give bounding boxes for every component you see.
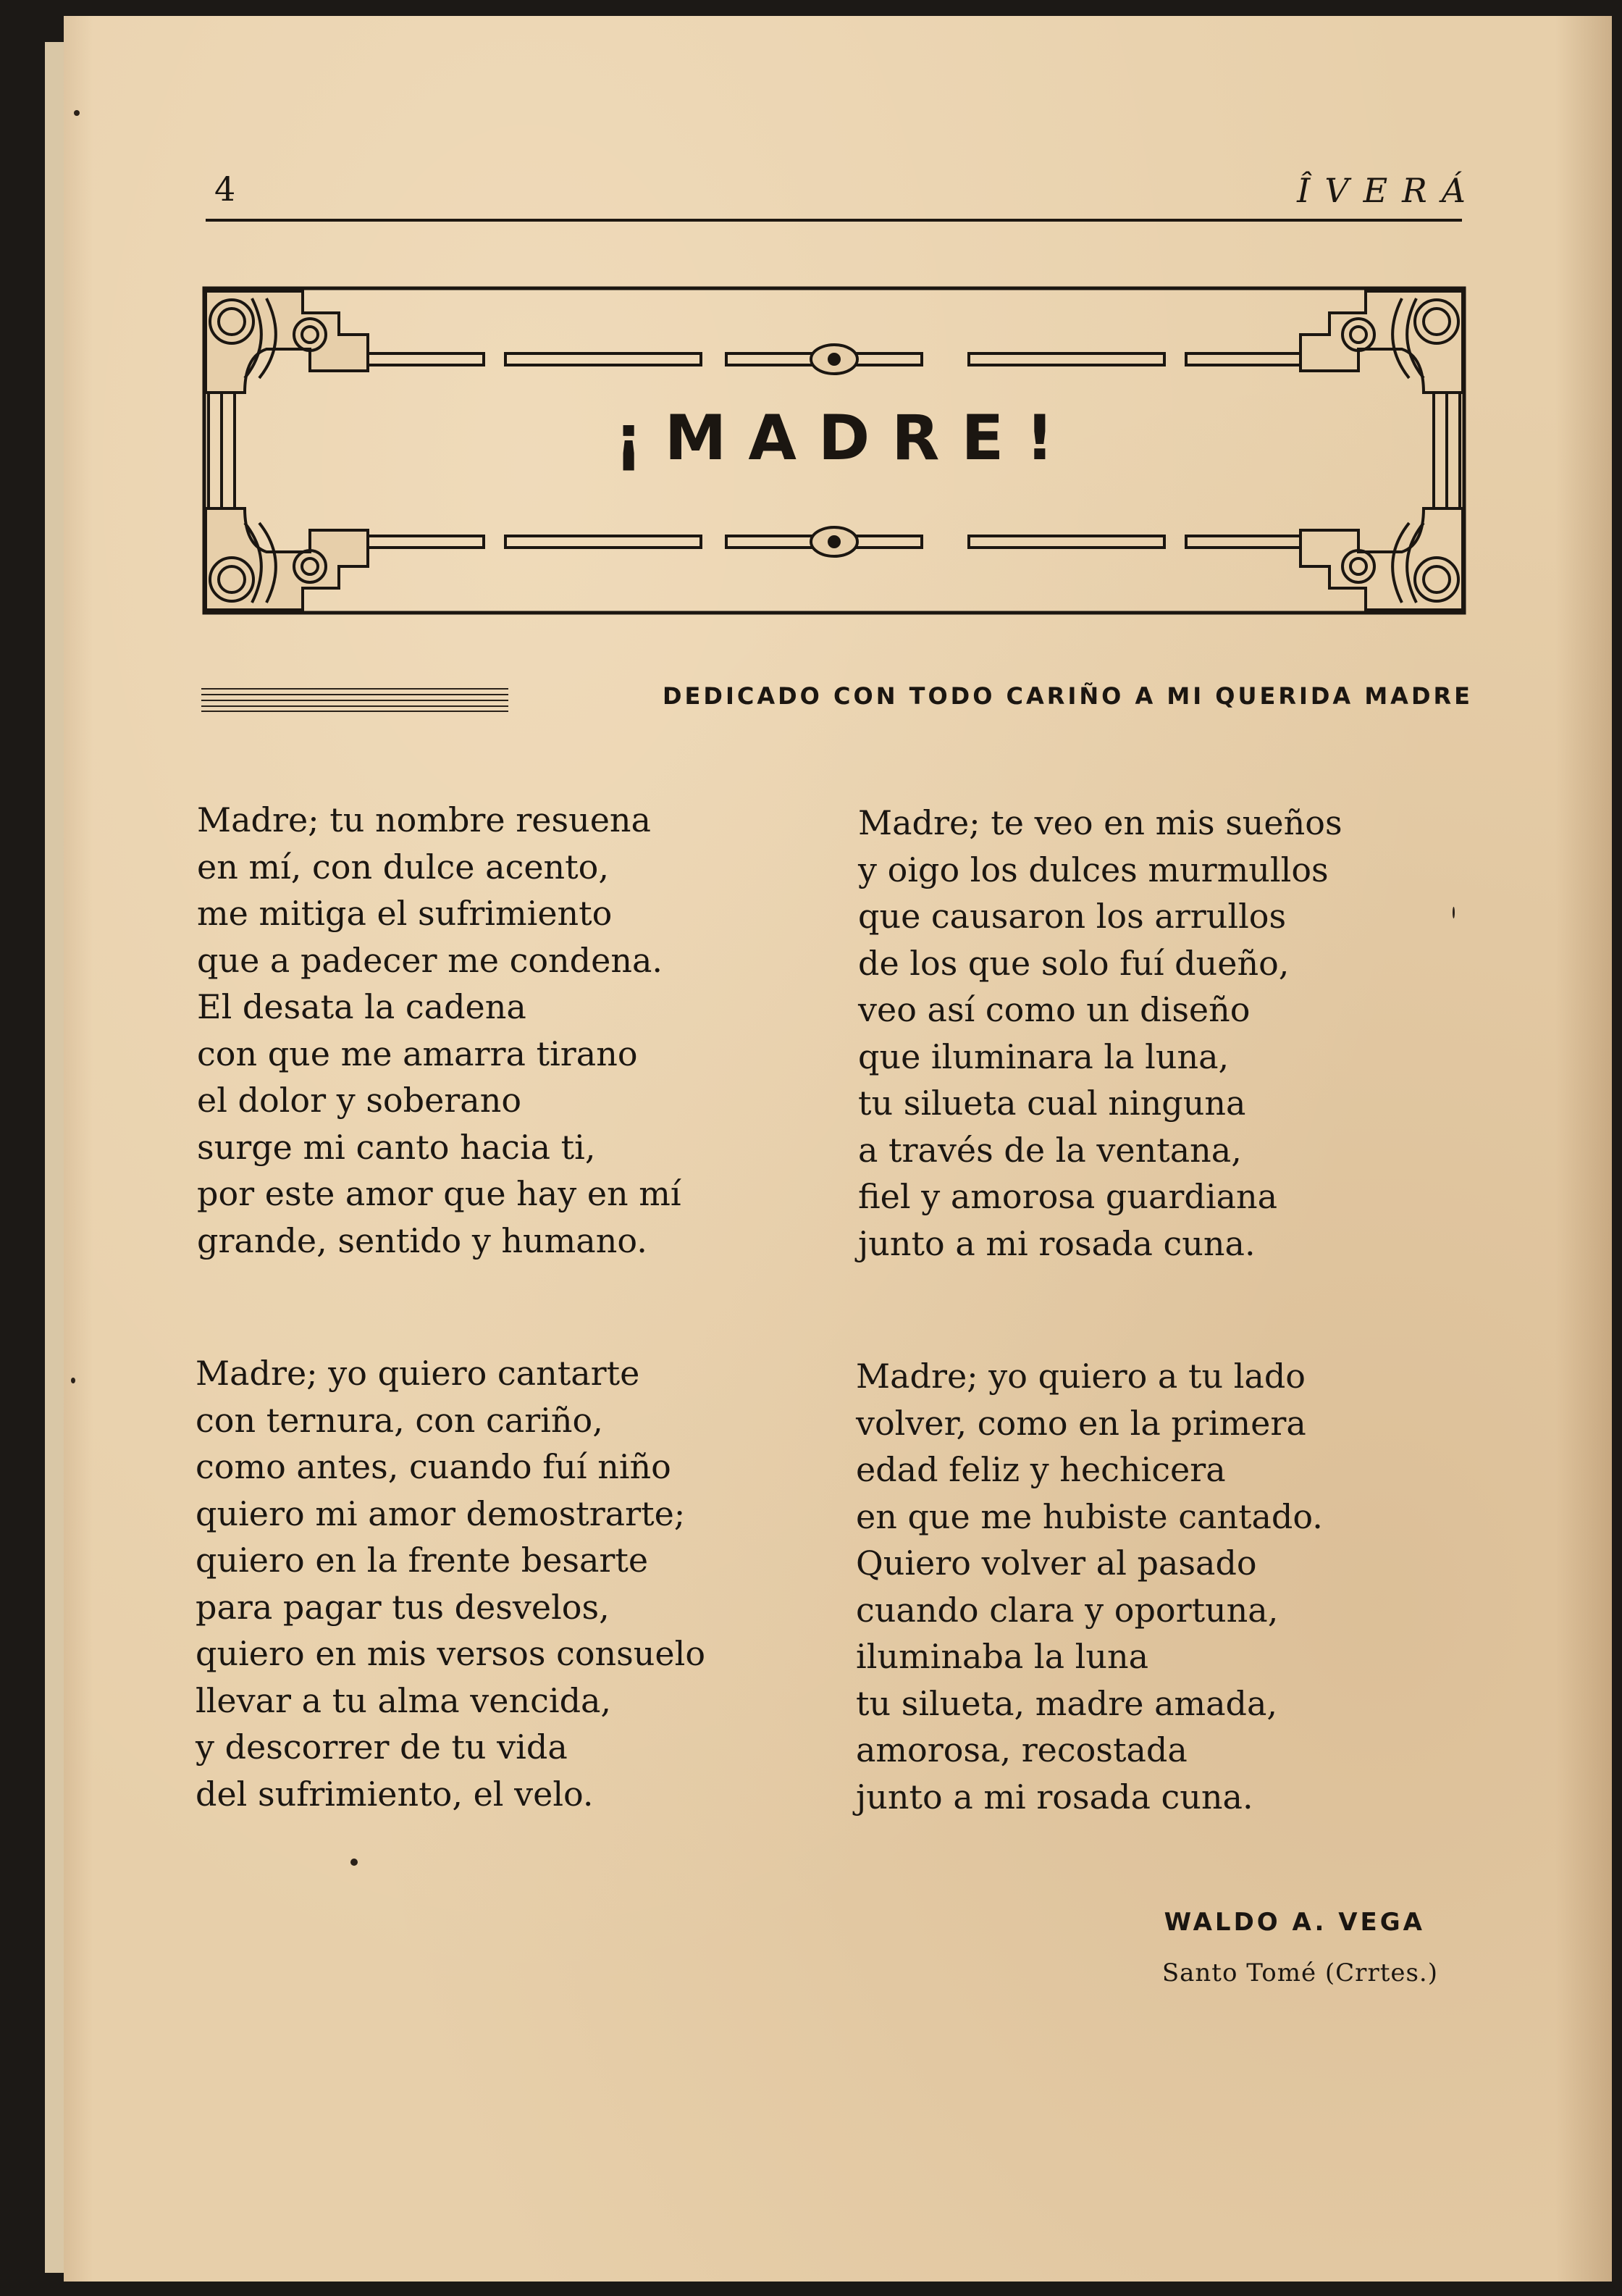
verse-line: El desata la cadena [197, 987, 526, 1026]
verse-line: quiero en la frente besarte [196, 1541, 649, 1580]
verse-line: cuando clara y oportuna, [856, 1590, 1279, 1630]
dedication-lines-icon [201, 686, 508, 712]
corner-bottom-right-icon [1300, 508, 1463, 610]
verse-line: Madre; yo quiero cantarte [196, 1354, 640, 1393]
verse-line: del sufrimiento, el velo. [196, 1774, 594, 1814]
corner-bottom-left-icon [206, 508, 368, 610]
verse-line: el dolor y soberano [197, 1081, 522, 1120]
verse-line: que causaron los arrullos [858, 897, 1287, 936]
header-rule [206, 219, 1462, 222]
verse-line: con que me amarra tirano [197, 1034, 638, 1073]
stanza-1 [197, 797, 681, 1264]
verse-line: veo así como un diseño [858, 990, 1251, 1029]
verse-line: Quiero volver al pasado [856, 1543, 1257, 1583]
poem-dedication: DEDICADO CON TODO CARIÑO A MI QUERIDA MADRE [662, 682, 1473, 710]
verse-line: que a padecer me condena. [197, 940, 663, 980]
magazine-page [64, 16, 1612, 2282]
author-location: Santo Tomé (Crrtes.) [1161, 1958, 1438, 1987]
verse-line: llevar a tu alma vencida, [196, 1680, 612, 1720]
corner-top-left-icon [206, 291, 368, 393]
verse-line: con ternura, con cariño, [196, 1400, 603, 1440]
magazine-title: ÎVERÁ [1297, 171, 1480, 210]
stanza-3 [196, 1350, 705, 1817]
stanza-4 [856, 1353, 1323, 1820]
verse-line: junto a mi rosada cuna. [856, 1777, 1253, 1817]
verse-line: en mí, con dulce acento, [197, 847, 609, 887]
poem-author: WALDO A. VEGA [1164, 1908, 1425, 1937]
verse-line: quiero mi amor demostrarte; [196, 1493, 686, 1533]
verse-line: Madre; tu nombre resuena [197, 800, 651, 839]
verse-line: para pagar tus desvelos, [196, 1587, 610, 1627]
verse-line: junto a mi rosada cuna. [858, 1223, 1256, 1263]
verse-line: y descorrer de tu vida [196, 1727, 568, 1767]
verse-line: surge mi canto hacia ti, [197, 1127, 596, 1167]
verse-line: tu silueta, madre amada, [856, 1683, 1278, 1723]
verse-line: en que me hubiste cantado. [856, 1496, 1323, 1536]
verse-line: a través de la ventana, [858, 1130, 1242, 1170]
ink-speck [74, 110, 80, 116]
verse-line: que iluminara la luna, [858, 1036, 1230, 1076]
ink-speck [1453, 907, 1455, 918]
page-number: 4 [214, 169, 236, 209]
verse-line: grande, sentido y humano. [197, 1220, 647, 1260]
verse-line: me mitiga el sufrimiento [197, 894, 613, 933]
ink-speck [71, 1378, 75, 1383]
verse-line: de los que solo fuí dueño, [858, 943, 1290, 983]
verse-line: quiero en mis versos consuelo [196, 1634, 706, 1673]
verse-line: Madre; te veo en mis sueños [858, 803, 1342, 842]
poem-title: ¡MADRE! [614, 402, 1076, 474]
verse-line: tu silueta cual ninguna [858, 1084, 1246, 1123]
verse-line: fiel y amorosa guardiana [858, 1177, 1278, 1216]
verse-line: amorosa, recostada [856, 1730, 1188, 1769]
verse-line: por este amor que hay en mí [197, 1174, 681, 1213]
verse-line: iluminaba la luna [856, 1637, 1149, 1676]
verse-line: y oigo los dulces murmullos [858, 850, 1329, 889]
verse-line: edad feliz y hechicera [856, 1450, 1226, 1489]
ink-speck [350, 1859, 358, 1866]
corner-top-right-icon [1300, 291, 1463, 393]
verse-line: Madre; yo quiero a tu lado [856, 1357, 1306, 1396]
stanza-2 [858, 800, 1342, 1267]
verse-line: como antes, cuando fuí niño [196, 1447, 671, 1486]
verse-line: volver, como en la primera [856, 1403, 1306, 1443]
